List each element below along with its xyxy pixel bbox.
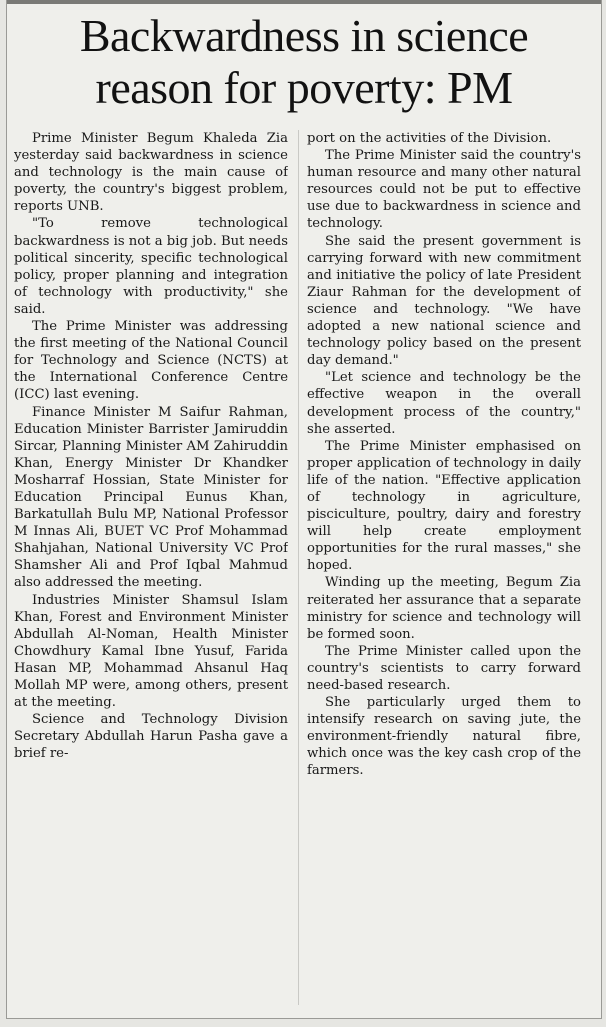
paragraph: Prime Minister Begum Khaleda Zia yesterday said backwardness in science and technology is the main cause of poverty, the country's biggest problem, reports UNB.	[14, 131, 288, 215]
column-left	[14, 130, 288, 1012]
paragraph: She said the present government is carrying forward with new commitment and initiative the policy of late President Ziaur Rahman for the development of science and technology. "We have adopted a new national science and technology policy based on the present day demand."	[307, 233, 581, 369]
paragraph-continued: port on the activities of the Division.	[307, 131, 552, 146]
headline-line-2: reason for poverty: PM	[95, 62, 513, 113]
paragraph: Industries Minister Shamsul Islam Khan, Forest and Environment Minister Abdullah Al-Noman, Health Minister Chowdhury Kamal Ibne Yusuf, Farida Hasan MP, Mohammad Ahsanul Haq Mollah MP were, among others, present at the meeting.	[14, 592, 288, 711]
headline	[7, 10, 601, 114]
headline-line-1: Backwardness in science	[79, 10, 529, 61]
paragraph: "To remove technological backwardness is not a big job. But needs political sincerity, specific technological policy, proper planning and integration of technology with productivity," she said.	[14, 216, 288, 317]
paragraph: The Prime Minister said the country's human resource and many other natural resources could not be put to effective use due to backwardness in science and technology.	[307, 148, 581, 232]
paragraph: Finance Minister M Saifur Rahman, Education Minister Barrister Jamiruddin Sircar, Planning Minister AM Zahiruddin Khan, Energy Minister Dr Khandker Mosharraf Hossian, State Minister for Education Principal Eunus Khan, Barkatullah Bulu MP, National Professor M Innas Ali, BUET VC Prof Mohammad Shahjahan, National University VC Prof Shamsher Ali and Prof Iqbal Mahmud also addressed the meeting.	[14, 404, 288, 591]
clipping-top-edge	[7, 0, 601, 4]
article-body	[14, 130, 581, 1012]
column-right	[307, 130, 581, 1012]
paragraph: The Prime Minister called upon the country's scientists to carry forward need-based research.	[307, 643, 581, 693]
paragraph: Winding up the meeting, Begum Zia reiterated her assurance that a separate ministry for science and technology will be formed soon.	[307, 575, 581, 642]
paragraph: Science and Technology Division Secretary Abdullah Harun Pasha gave a brief re-	[14, 712, 288, 762]
paragraph: "Let science and technology be the effective weapon in the overall development process of the country," she asserted.	[307, 370, 581, 437]
paragraph: The Prime Minister was addressing the first meeting of the National Council for Technology and Science (NCTS) at the International Conference Centre (ICC) last evening.	[14, 319, 288, 403]
paragraph: She particularly urged them to intensify research on saving jute, the environment-friendly natural fibre, which once was the key cash crop of the farmers.	[307, 695, 581, 779]
paragraph: The Prime Minister emphasised on proper application of technology in daily life of the nation. "Effective application of technology in agriculture, pisciculture, poultry, dairy and forestry will help create employment opportunities for the rural masses," she hoped.	[307, 438, 581, 574]
